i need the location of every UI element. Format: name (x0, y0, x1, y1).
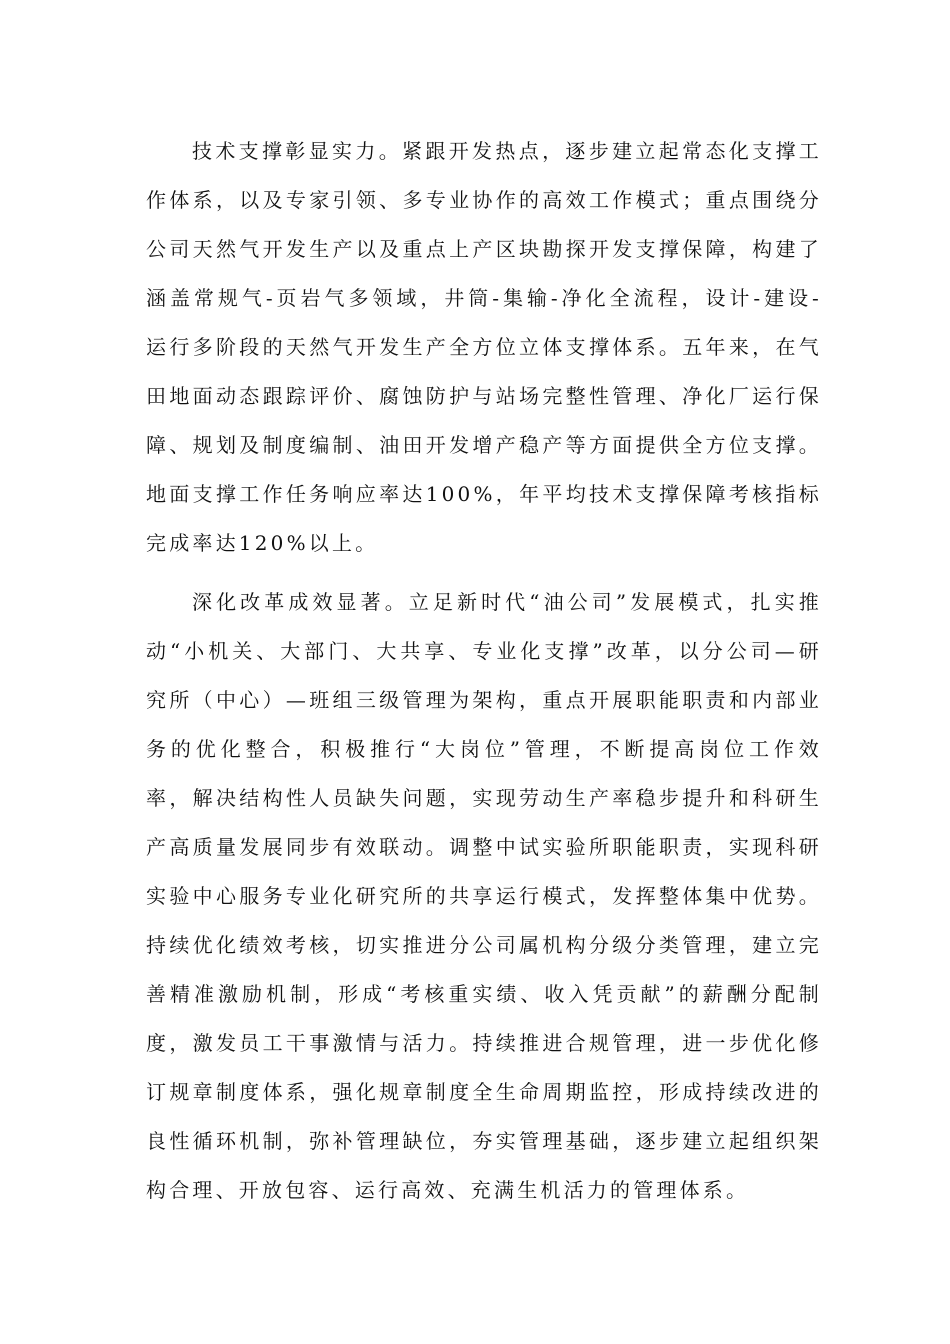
paragraph-text: 技术支撑彰显实力。紧跟开发热点，逐步建立起常态化支撑工作体系，以及专家引领、多专业协作的高效工作模式；重点围绕分公司天然气开发生产以及重点上产区块勘探开发支撑保障，构建了涵盖常规气-页岩气多领域，井筒-集输-净化全流程，设计-建设-运行多阶段的天然气开发生产全方位立体支撑体系。五年来，在气田地面动态跟踪评价、腐蚀防护与站场完整性管理、净化厂运行保障、规划及制度编制、油田开发增产稳产等方面提供全方位支撑。地面支撑工作任务响应率达100%，年平均技术支撑保障考核指标完成率达120%以上。 (146, 139, 822, 555)
paragraph-reform (146, 578, 822, 1215)
paragraph-text: 深化改革成效显著。立足新时代“油公司”发展模式，扎实推动“小机关、大部门、大共享、专业化支撑”改革，以分公司—研究所（中心）—班组三级管理为架构，重点开展职能职责和内部业务的优化整合，积极推行“大岗位”管理，不断提高岗位工作效率，解决结构性人员缺失问题，实现劳动生产率稳步提升和科研生产高质量发展同步有效联动。调整中试实验所职能职责，实现科研实验中心服务专业化研究所的共享运行模式，发挥整体集中优势。持续优化绩效考核，切实推进分公司属机构分级分类管理，建立完善精准激励机制，形成“考核重实绩、收入凭贡献”的薪酬分配制度，激发员工干事激情与活力。持续推进合规管理，进一步优化修订规章制度体系，强化规章制度全生命周期监控，形成持续改进的良性循环机制，弥补管理缺位，夯实管理基础，逐步建立起组织架构合理、开放包容、运行高效、充满生机活力的管理体系。 (146, 590, 822, 1202)
paragraph-technical-support (146, 127, 822, 568)
